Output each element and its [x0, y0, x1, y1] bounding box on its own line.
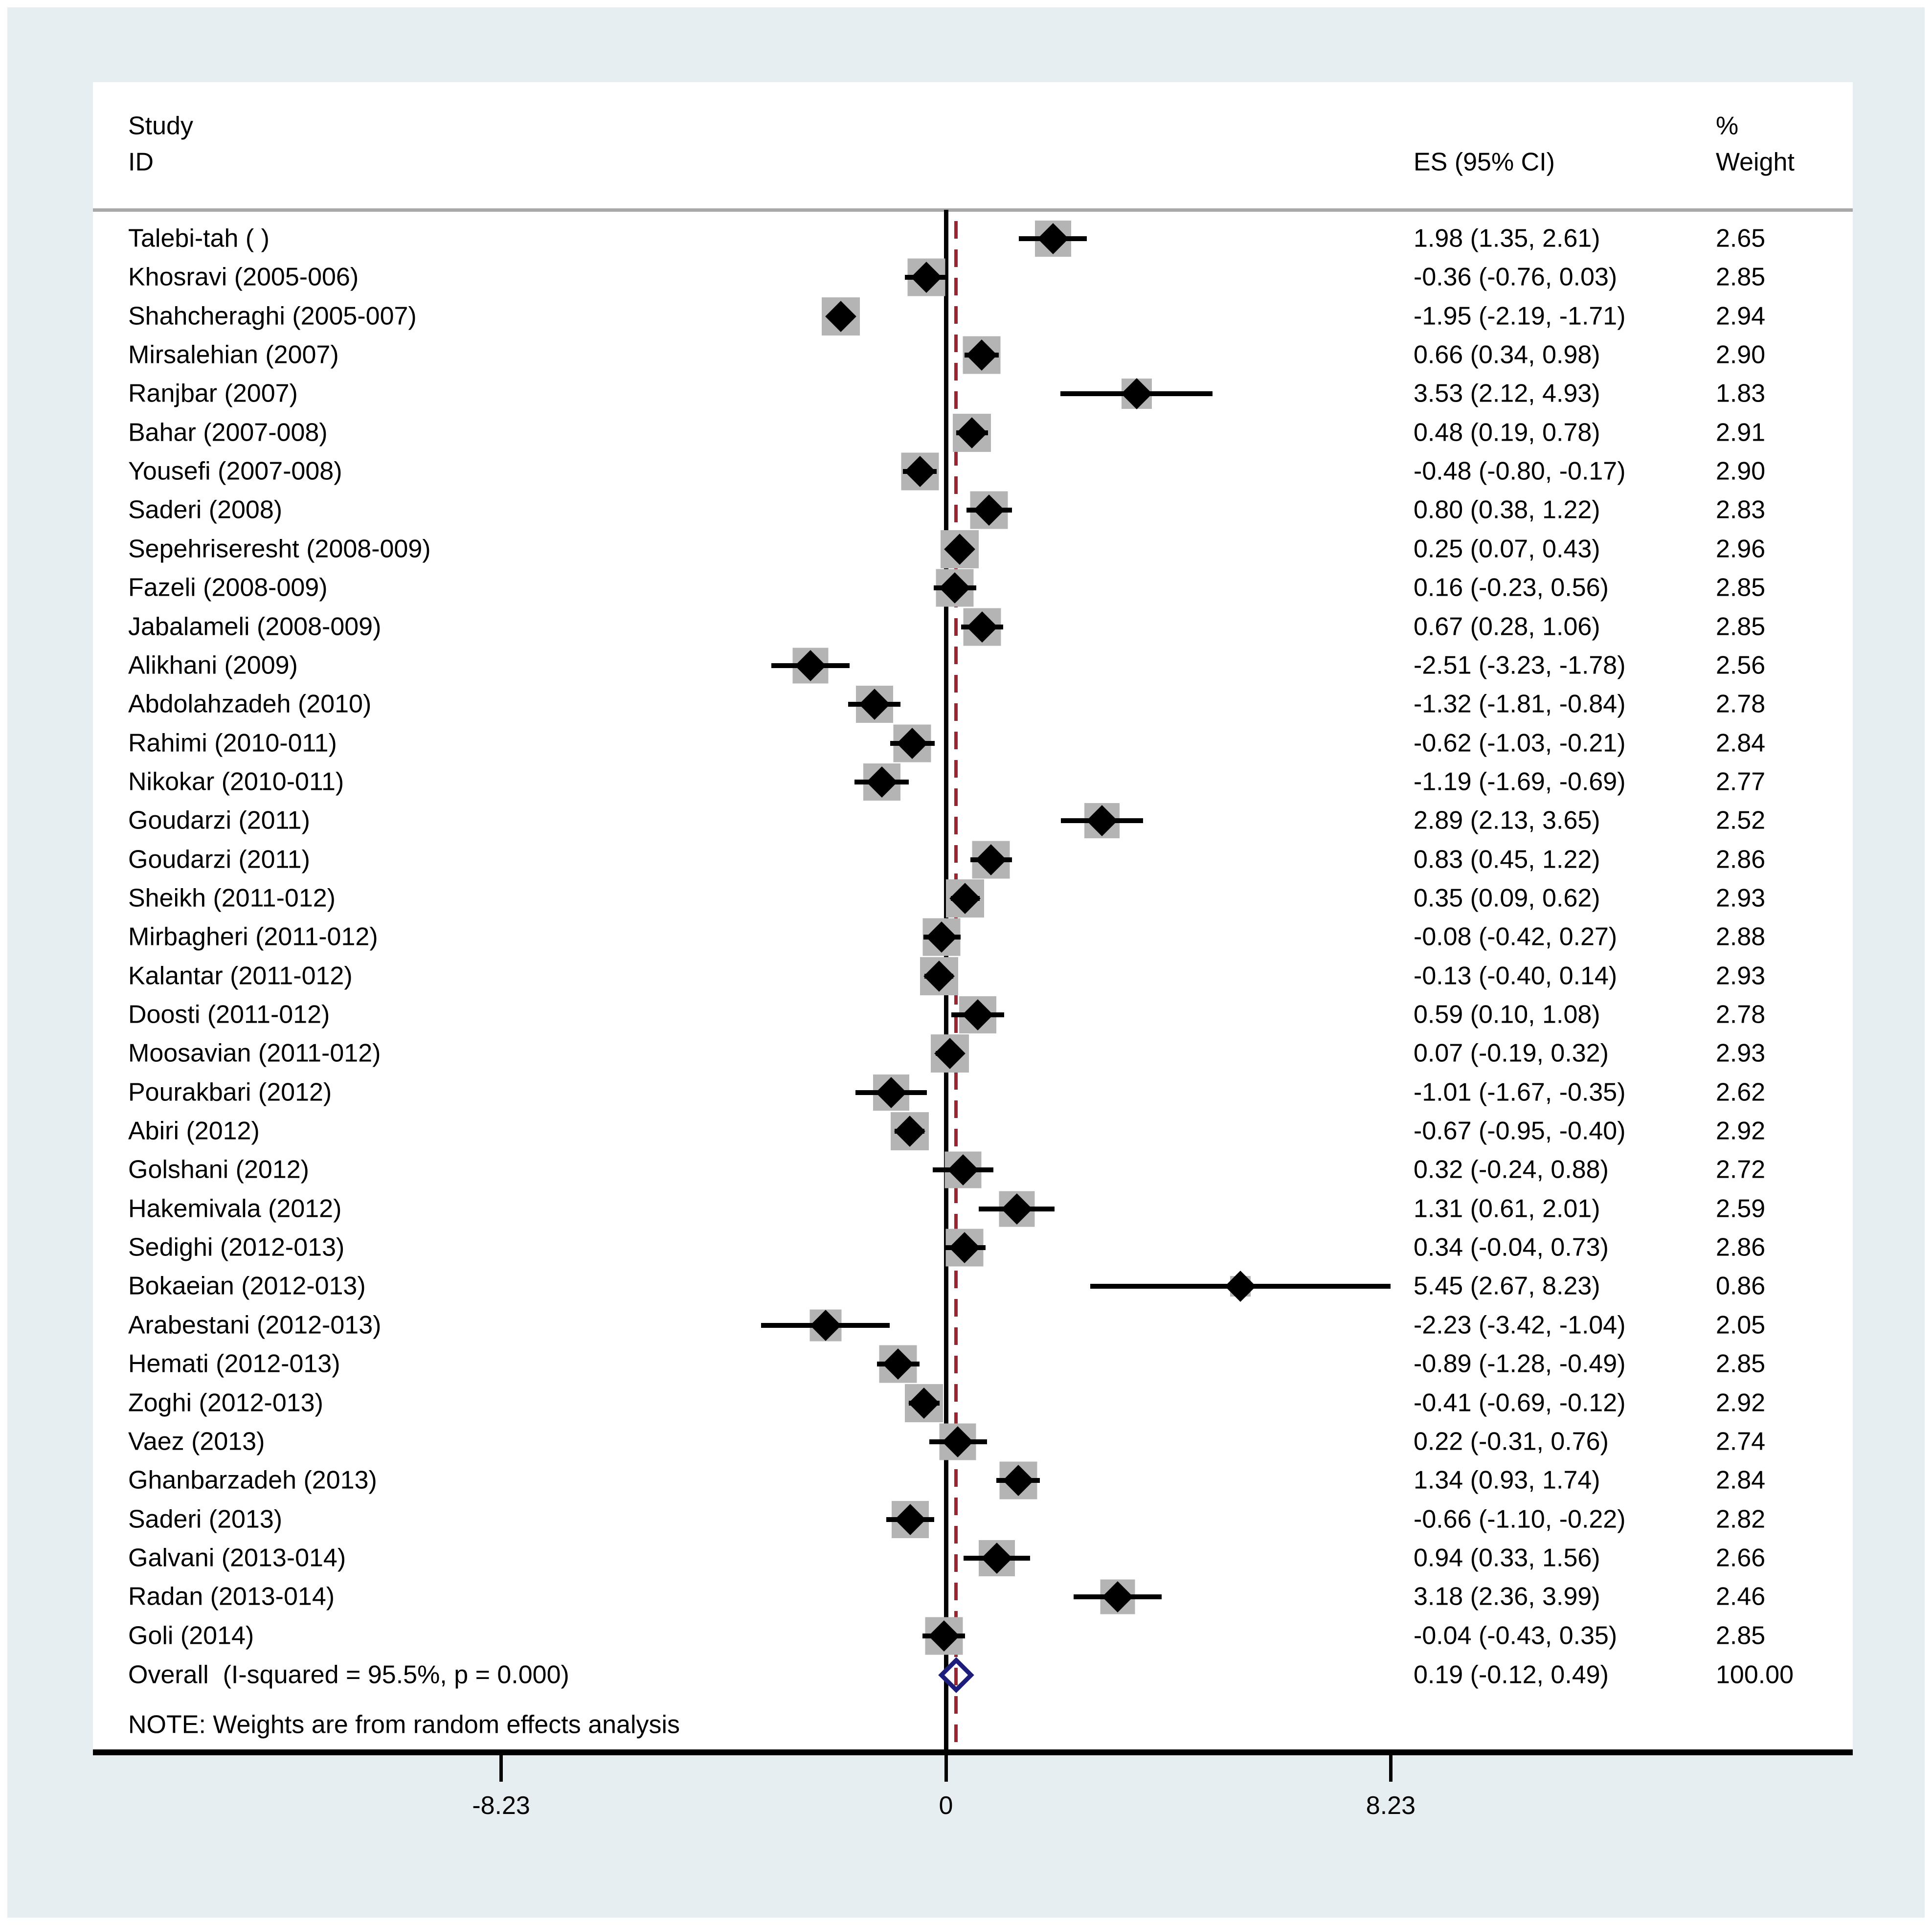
- column-header-es-ci: ES (95% CI): [1414, 148, 1555, 177]
- x-axis-tick-label: 0: [939, 1791, 953, 1820]
- study-weight-value: 2.91: [1716, 418, 1766, 447]
- study-weight-value: 2.65: [1716, 224, 1766, 253]
- study-es-ci-value: 0.34 (-0.04, 0.73): [1414, 1233, 1609, 1262]
- study-label: Shahcheraghi (2005-007): [128, 302, 417, 331]
- study-label: Kalantar (2011-012): [128, 962, 353, 990]
- study-es-ci-value: -0.04 (-0.43, 0.35): [1414, 1621, 1617, 1650]
- study-weight-value: 2.92: [1716, 1117, 1766, 1145]
- study-weight-value: 2.52: [1716, 806, 1766, 835]
- study-weight-value: 2.82: [1716, 1504, 1766, 1533]
- study-es-ci-value: 1.34 (0.93, 1.74): [1414, 1466, 1600, 1495]
- study-label: Abdolahzadeh (2010): [128, 690, 372, 718]
- study-label: Sepehriseresht (2008-009): [128, 535, 431, 563]
- column-header-weight-line2: Weight: [1716, 148, 1795, 177]
- study-weight-value: 2.85: [1716, 263, 1766, 291]
- study-weight-value: 2.85: [1716, 1621, 1766, 1650]
- study-label: Hakemivala (2012): [128, 1194, 342, 1223]
- x-axis-tick-label: -8.23: [472, 1791, 530, 1820]
- study-es-ci-value: 0.94 (0.33, 1.56): [1414, 1544, 1600, 1572]
- study-label: Alikhani (2009): [128, 651, 298, 680]
- study-label: Goli (2014): [128, 1621, 254, 1650]
- x-axis-line: [93, 1749, 1853, 1755]
- study-weight-value: 2.84: [1716, 1466, 1766, 1495]
- study-weight-value: 2.94: [1716, 302, 1766, 331]
- study-weight-value: 2.92: [1716, 1388, 1766, 1417]
- study-es-ci-value: -0.36 (-0.76, 0.03): [1414, 263, 1617, 291]
- study-label: Bahar (2007-008): [128, 418, 328, 447]
- x-axis-tick: [1389, 1755, 1393, 1782]
- study-weight-value: 2.96: [1716, 535, 1766, 563]
- study-label: Sedighi (2012-013): [128, 1233, 345, 1262]
- study-label: Ranjbar (2007): [128, 379, 298, 408]
- study-es-ci-value: 2.89 (2.13, 3.65): [1414, 806, 1600, 835]
- study-weight-value: 2.59: [1716, 1194, 1766, 1223]
- study-weight-value: 2.84: [1716, 728, 1766, 757]
- study-es-ci-value: 0.66 (0.34, 0.98): [1414, 340, 1600, 369]
- study-label: Rahimi (2010-011): [128, 728, 337, 757]
- study-weight-value: 2.88: [1716, 922, 1766, 951]
- study-label: Sheikh (2011-012): [128, 884, 336, 913]
- study-es-ci-value: 0.83 (0.45, 1.22): [1414, 845, 1600, 873]
- study-es-ci-value: -0.62 (-1.03, -0.21): [1414, 728, 1626, 757]
- study-es-ci-value: 1.31 (0.61, 2.01): [1414, 1194, 1600, 1223]
- overall-es-ci-value: 0.19 (-0.12, 0.49): [1414, 1660, 1609, 1689]
- study-es-ci-value: -2.51 (-3.23, -1.78): [1414, 651, 1626, 680]
- study-label: Yousefi (2007-008): [128, 457, 342, 486]
- header-separator-line: [93, 208, 1853, 212]
- study-label: Abiri (2012): [128, 1117, 260, 1145]
- study-weight-value: 2.86: [1716, 845, 1766, 873]
- study-label: Radan (2013-014): [128, 1582, 335, 1611]
- study-weight-value: 2.86: [1716, 1233, 1766, 1262]
- study-label: Doosti (2011-012): [128, 1000, 330, 1029]
- study-label: Hemati (2012-013): [128, 1349, 340, 1378]
- study-es-ci-value: 5.45 (2.67, 8.23): [1414, 1272, 1600, 1300]
- overall-weight-value: 100.00: [1716, 1660, 1794, 1689]
- study-label: Zoghi (2012-013): [128, 1388, 323, 1417]
- study-es-ci-value: -1.19 (-1.69, -0.69): [1414, 767, 1626, 796]
- study-es-ci-value: 0.16 (-0.23, 0.56): [1414, 573, 1609, 602]
- study-es-ci-value: 3.53 (2.12, 4.93): [1414, 379, 1600, 408]
- study-weight-value: 2.77: [1716, 767, 1766, 796]
- column-header-weight-line1: %: [1716, 112, 1739, 140]
- study-es-ci-value: -0.13 (-0.40, 0.14): [1414, 962, 1617, 990]
- study-es-ci-value: -0.89 (-1.28, -0.49): [1414, 1349, 1626, 1378]
- study-es-ci-value: 0.07 (-0.19, 0.32): [1414, 1039, 1609, 1068]
- study-es-ci-value: 0.35 (0.09, 0.62): [1414, 884, 1600, 913]
- study-label: Fazeli (2008-009): [128, 573, 328, 602]
- column-header-study-line1: Study: [128, 112, 193, 140]
- study-weight-value: 2.93: [1716, 884, 1766, 913]
- study-label: Khosravi (2005-006): [128, 263, 359, 291]
- study-label: Golshani (2012): [128, 1155, 309, 1184]
- overall-label: Overall (I-squared = 95.5%, p = 0.000): [128, 1660, 569, 1689]
- study-weight-value: 2.05: [1716, 1311, 1766, 1340]
- study-es-ci-value: 3.18 (2.36, 3.99): [1414, 1582, 1600, 1611]
- study-weight-value: 1.83: [1716, 379, 1766, 408]
- study-es-ci-value: -1.32 (-1.81, -0.84): [1414, 690, 1626, 718]
- study-label: Saderi (2008): [128, 495, 283, 524]
- x-axis-tick-label: 8.23: [1366, 1791, 1416, 1820]
- study-weight-value: 2.90: [1716, 340, 1766, 369]
- study-weight-value: 2.74: [1716, 1427, 1766, 1456]
- study-es-ci-value: 0.25 (0.07, 0.43): [1414, 535, 1600, 563]
- random-effects-note: NOTE: Weights are from random effects analysis: [128, 1710, 680, 1739]
- study-weight-value: 2.78: [1716, 1000, 1766, 1029]
- study-weight-value: 2.46: [1716, 1582, 1766, 1611]
- study-label: Saderi (2013): [128, 1504, 283, 1533]
- study-weight-value: 2.93: [1716, 1039, 1766, 1068]
- x-axis-tick: [499, 1755, 503, 1782]
- study-weight-value: 2.85: [1716, 612, 1766, 641]
- study-label: Jabalameli (2008-009): [128, 612, 382, 641]
- study-weight-value: 2.85: [1716, 573, 1766, 602]
- study-weight-value: 2.56: [1716, 651, 1766, 680]
- study-es-ci-value: -0.41 (-0.69, -0.12): [1414, 1388, 1626, 1417]
- study-weight-value: 2.90: [1716, 457, 1766, 486]
- study-es-ci-value: 0.59 (0.10, 1.08): [1414, 1000, 1600, 1029]
- study-es-ci-value: 0.32 (-0.24, 0.88): [1414, 1155, 1609, 1184]
- study-label: Bokaeian (2012-013): [128, 1272, 366, 1300]
- study-es-ci-value: -0.48 (-0.80, -0.17): [1414, 457, 1626, 486]
- study-label: Talebi-tah ( ): [128, 224, 270, 253]
- study-weight-value: 2.66: [1716, 1544, 1766, 1572]
- study-label: Arabestani (2012-013): [128, 1311, 382, 1340]
- study-label: Nikokar (2010-011): [128, 767, 344, 796]
- study-weight-value: 0.86: [1716, 1272, 1766, 1300]
- study-label: Ghanbarzadeh (2013): [128, 1466, 377, 1495]
- study-es-ci-value: 0.67 (0.28, 1.06): [1414, 612, 1600, 641]
- study-label: Moosavian (2011-012): [128, 1039, 381, 1068]
- study-es-ci-value: -0.08 (-0.42, 0.27): [1414, 922, 1617, 951]
- study-es-ci-value: -1.01 (-1.67, -0.35): [1414, 1078, 1626, 1107]
- study-label: Goudarzi (2011): [128, 806, 310, 835]
- study-weight-value: 2.85: [1716, 1349, 1766, 1378]
- study-es-ci-value: -0.66 (-1.10, -0.22): [1414, 1504, 1626, 1533]
- study-weight-value: 2.83: [1716, 495, 1766, 524]
- study-label: Vaez (2013): [128, 1427, 265, 1456]
- study-weight-value: 2.62: [1716, 1078, 1766, 1107]
- study-es-ci-value: 0.48 (0.19, 0.78): [1414, 418, 1600, 447]
- study-es-ci-value: -2.23 (-3.42, -1.04): [1414, 1311, 1626, 1340]
- study-es-ci-value: -0.67 (-0.95, -0.40): [1414, 1117, 1626, 1145]
- study-weight-value: 2.72: [1716, 1155, 1766, 1184]
- study-label: Mirbagheri (2011-012): [128, 922, 378, 951]
- study-label: Galvani (2013-014): [128, 1544, 346, 1572]
- x-axis-tick: [944, 1755, 948, 1782]
- study-es-ci-value: -1.95 (-2.19, -1.71): [1414, 302, 1626, 331]
- study-es-ci-value: 1.98 (1.35, 2.61): [1414, 224, 1600, 253]
- study-weight-value: 2.93: [1716, 962, 1766, 990]
- study-es-ci-value: 0.80 (0.38, 1.22): [1414, 495, 1600, 524]
- study-label: Mirsalehian (2007): [128, 340, 339, 369]
- study-es-ci-value: 0.22 (-0.31, 0.76): [1414, 1427, 1609, 1456]
- study-label: Pourakbari (2012): [128, 1078, 332, 1107]
- study-label: Goudarzi (2011): [128, 845, 310, 873]
- column-header-study-line2: ID: [128, 148, 154, 177]
- study-weight-value: 2.78: [1716, 690, 1766, 718]
